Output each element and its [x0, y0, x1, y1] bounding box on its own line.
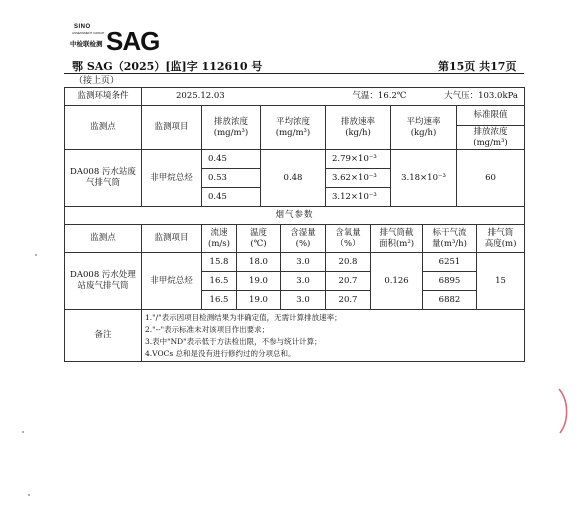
height-cell: 15 [477, 253, 525, 310]
std-flow-label: 标干气流 [432, 227, 467, 238]
air-pressure: 大气压：103.0kPa [444, 91, 518, 101]
note-line: 1."/"表示因项目检测结果为非确定值，无需计算排放速率； [145, 312, 342, 322]
col-header-rate [326, 106, 391, 150]
rate-cell: 3.62×10⁻³ [326, 169, 391, 188]
logo-sino-text: SINO [74, 24, 91, 30]
col-header-limit: 标准限值 [457, 106, 525, 126]
margin-speck [35, 254, 37, 256]
std-flow-cell: 6882 [423, 291, 477, 310]
oxy-cell: 20.7 [326, 272, 371, 291]
col-header-point: 监测点 [65, 106, 142, 150]
col-header-moist [281, 225, 326, 253]
temp-unit: (℃) [250, 238, 267, 249]
conc-cell: 0.45 [202, 150, 261, 169]
air-temperature: 气温：16.2℃ [352, 91, 407, 101]
oxy-label: 含氧量 [335, 227, 361, 238]
temp-cell: 19.0 [237, 272, 281, 291]
col-header-flow [202, 225, 237, 253]
area-unit: 面积(m²) [378, 238, 415, 249]
rate-cell: 2.79×10⁻³ [326, 150, 391, 169]
header-row [65, 106, 525, 126]
emission-results-table [64, 87, 525, 207]
flow-cell: 16.5 [202, 272, 237, 291]
col-header-area [371, 225, 423, 253]
monitoring-item: 非甲烷总烃 [142, 253, 202, 310]
flow-unit: (m/s) [208, 238, 230, 249]
col-header-conc [202, 106, 261, 150]
section-title-row [65, 207, 525, 225]
area-cell: 0.126 [371, 253, 423, 310]
logo-tagline: ASSESSMENT GROUP [72, 31, 105, 35]
col-header-avg-conc [261, 106, 326, 150]
notes-label: 备注 [65, 310, 142, 362]
table-row [65, 150, 525, 169]
conc-cell: 0.53 [202, 169, 261, 188]
limit-unit: (mg/m³) [473, 137, 508, 148]
col-header-item: 监测项目 [142, 106, 202, 150]
conc-unit: (mg/m³) [213, 127, 249, 138]
moist-label: 含湿量 [290, 227, 316, 238]
company-logo [70, 24, 160, 58]
oxy-unit: （%） [335, 238, 361, 249]
moist-cell: 3.0 [281, 253, 326, 272]
flue-gas-title: 烟气参数 [65, 207, 525, 225]
flow-cell: 16.5 [202, 291, 237, 310]
avg-rate-label: 平均速率 [406, 116, 441, 127]
oxy-cell: 20.8 [326, 253, 371, 272]
header-divider [64, 73, 524, 74]
avg-conc-label: 平均浓度 [275, 116, 310, 127]
note-line: 4.VOCs 总和是没有进行修约过的分项总和。 [145, 348, 296, 358]
notes-row [65, 310, 525, 362]
monitoring-date: 2025.12.03 [176, 91, 225, 101]
rate-unit: (kg/h) [345, 127, 371, 138]
seal-edge-mark [557, 387, 571, 435]
temp-label: 温度 [249, 227, 267, 238]
rate-cell: 3.12×10⁻³ [326, 188, 391, 207]
conditions-values [142, 88, 525, 106]
moist-cell: 3.0 [281, 291, 326, 310]
col-header-oxy [326, 225, 371, 253]
area-label: 排气筒截 [379, 227, 414, 238]
monitoring-item: 非甲烷总烃 [142, 150, 202, 207]
logo-chinese-name: 中检联检测 [70, 40, 103, 48]
moist-unit: (%) [295, 238, 311, 249]
col-header-point: 监测点 [65, 225, 142, 253]
flow-cell: 15.8 [202, 253, 237, 272]
margin-speck [28, 494, 30, 496]
conditions-label: 监测环境条件 [65, 88, 142, 106]
col-header-item: 监测项目 [142, 225, 202, 253]
col-header-std-flow [423, 225, 477, 253]
limit-cell: 60 [457, 150, 525, 207]
report-number: 鄂 SAG（2025）[监]字 112610 号 [72, 60, 263, 73]
moist-cell: 3.0 [281, 272, 326, 291]
margin-speck [22, 431, 24, 433]
logo-brand: SAG [106, 26, 160, 56]
std-flow-cell: 6251 [423, 253, 477, 272]
flue-gas-table [64, 206, 525, 362]
conc-label: 排放浓度 [213, 116, 248, 127]
col-header-limit-conc [457, 126, 525, 150]
height-label: 排气筒 [487, 227, 514, 238]
monitoring-point: DA008 污水站废气排气筒 [65, 150, 142, 207]
header-row [65, 225, 525, 253]
flow-label: 流速 [210, 227, 228, 238]
temp-cell: 18.0 [237, 253, 281, 272]
note-line: 2."--"表示标准未对该项目作出要求； [145, 324, 270, 334]
conc-cell: 0.45 [202, 188, 261, 207]
limit-conc-label: 排放浓度 [473, 126, 508, 137]
avg-rate-unit: (kg/h) [410, 127, 437, 138]
height-unit: 高度(m) [484, 238, 517, 249]
page-number: 第15页 共17页 [438, 60, 517, 73]
table-row [65, 253, 525, 272]
continued-note: （接上页） [74, 76, 120, 86]
col-header-avg-rate [391, 106, 457, 150]
conditions-row [65, 88, 525, 106]
note-line: 3.表中"ND"表示低于方法检出限，不参与统计计算； [145, 336, 322, 346]
std-flow-cell: 6895 [423, 272, 477, 291]
col-header-height [477, 225, 525, 253]
std-flow-unit: 量(m³/h) [432, 238, 467, 249]
avg-rate-cell: 3.18×10⁻³ [391, 150, 457, 207]
col-header-temp [237, 225, 281, 253]
monitoring-point: DA008 污水处理站废气排气筒 [65, 253, 142, 310]
oxy-cell: 20.7 [326, 291, 371, 310]
rate-label: 排放速率 [340, 116, 375, 127]
avg-conc-cell: 0.48 [261, 150, 326, 207]
avg-conc-unit: (mg/m³) [275, 127, 311, 138]
notes-content [142, 310, 525, 362]
temp-cell: 19.0 [237, 291, 281, 310]
